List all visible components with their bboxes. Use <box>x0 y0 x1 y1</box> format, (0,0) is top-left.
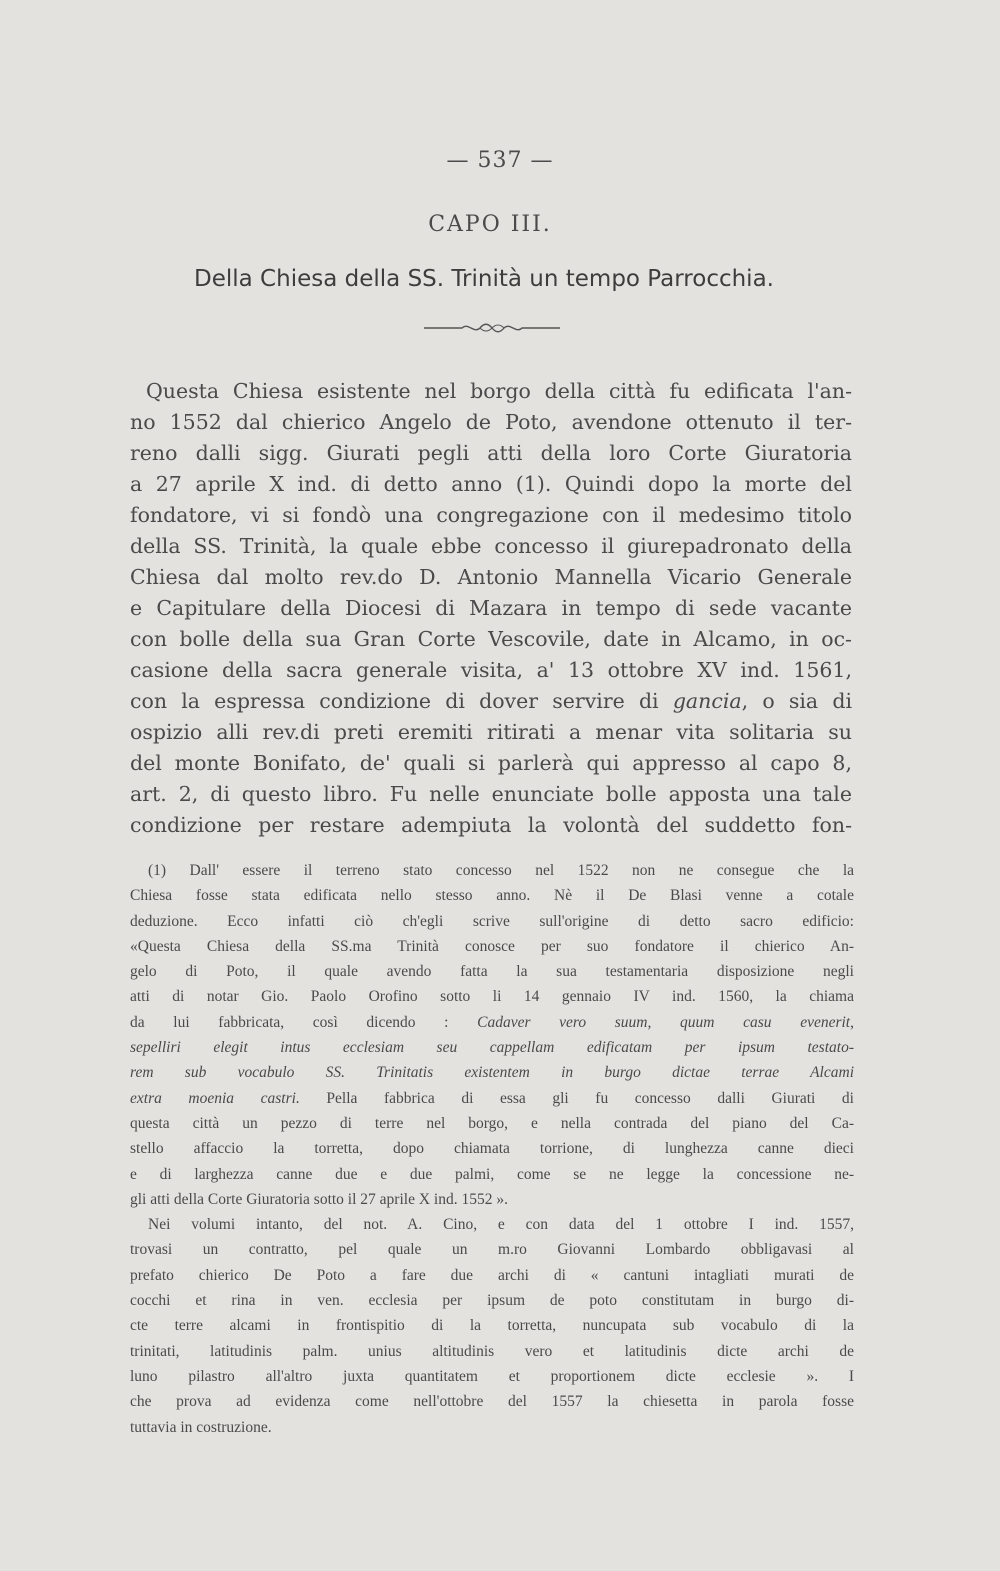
italic-word: gancia <box>672 689 742 713</box>
footnote-line-italic <box>130 1035 854 1060</box>
footnote-line: «Questa Chiesa della SS.ma Trinità conosce per suo fondatore il chierico An- <box>130 937 854 955</box>
footnote-line: prefato chierico De Poto a fare due archi di « cantuni intagliati murati de <box>130 1266 854 1284</box>
text-segment: da lui fabbricata, così dicendo : <box>130 1013 478 1031</box>
text-line: ospizio alli rev.di preti eremiti ritirati a menar vita solitaria su <box>130 720 852 744</box>
footnote-line: stello affaccio la torretta, dopo chiamata torrione, di lunghezza canne dieci <box>130 1140 854 1158</box>
text-line: Questa Chiesa esistente nel borgo della città fu edificata l'an- <box>146 379 852 403</box>
footnote-line: gli atti della Corte Giuratoria sotto il 27 aprile X ind. 1552 ». <box>130 1190 508 1208</box>
main-text <box>130 376 852 841</box>
text-segment: Pella fabbrica di essa gli fu concesso dalli Giurati di <box>299 1089 854 1107</box>
text-line: e Capitulare della Diocesi di Mazara in tempo di sede vacante <box>130 596 852 620</box>
footnote-line: atti di notar Gio. Paolo Orofino sotto li 14 gennaio IV ind. 1560, la chiama <box>130 988 854 1006</box>
latin-quote: extra moenia castri. <box>130 1089 300 1107</box>
footnote-line: tuttavia in costruzione. <box>130 1418 272 1436</box>
text-segment: , <box>850 1013 854 1031</box>
chapter-title: Della Chiesa della SS. Trinità un tempo Parrocchia. <box>194 266 774 292</box>
footnote-line: che prova ad evidenza come nell'ottobre del 1557 la chiesetta in parola fosse <box>130 1393 854 1411</box>
text-line: condizione per restare adempiuta la volontà del suddetto fon- <box>130 813 852 837</box>
footnote-line: questa città un pezzo di terre nel borgo, e nella contrada del piano del Ca- <box>130 1114 854 1132</box>
chapter-heading: CAPO III. <box>428 212 552 237</box>
footnote-line-italic <box>130 1060 854 1085</box>
latin-quote: rem sub vocabulo SS. Trinitatis existentem in burgo dictae terrae Alcami <box>130 1064 854 1082</box>
text-line: casione della sacra generale visita, a' 13 ottobre XV ind. 1561, <box>130 658 852 682</box>
text-line: della SS. Trinità, la quale ebbe concesso il giurepadronato della <box>130 534 852 558</box>
footnote-line: cte terre alcami in frontispitio di la torretta, nuncupata sub vocabulo di la <box>130 1317 854 1335</box>
footnote-line: e di larghezza canne due e due palmi, come se ne legge la concessione ne- <box>130 1165 854 1183</box>
footnote-line: trovasi un contratto, pel quale un m.ro Giovanni Lombardo obbligavasi al <box>130 1241 854 1259</box>
text-segment: , o sia di <box>741 689 852 713</box>
text-line: con bolle della sua Gran Corte Vescovile, date in Alcamo, in oc- <box>130 627 852 651</box>
footnote-line: Nei volumi intanto, del not. A. Cino, e con data del 1 ottobre I ind. 1557, <box>148 1216 854 1234</box>
footnote-line-mixed <box>130 1010 854 1035</box>
footnote-line: cocchi et rina in ven. ecclesia per ipsum de poto constitutam in burgo di- <box>130 1292 854 1310</box>
text-line: Chiesa dal molto rev.do D. Antonio Mannella Vicario Generale <box>130 565 852 589</box>
footnote-line: Chiesa fosse stata edificata nello stesso anno. Nè il De Blasi venne a cotale <box>130 887 854 905</box>
footnote-line: luno pilastro all'altro juxta quantitatem et proportionem dicte ecclesie ». I <box>130 1367 854 1385</box>
latin-quote: Cadaver vero suum, quum casu evenerit <box>477 1013 851 1031</box>
text-line: fondatore, vi si fondò una congregazione con il medesimo titolo <box>130 503 852 527</box>
footnote-line: (1) Dall' essere il terreno stato concesso nel 1522 non ne consegue che la <box>148 862 854 879</box>
page-number: — 537 — <box>446 148 554 173</box>
footnote-line: gelo di Poto, il quale avendo fatta la sua testamentaria disposizione negli <box>130 963 854 981</box>
ornament-divider-icon <box>422 318 562 338</box>
text-line-mixed <box>130 686 852 717</box>
text-segment: con la espressa condizione di dover servire di <box>130 689 659 713</box>
text-line: a 27 aprile X ind. di detto anno (1). Quindi dopo la morte del <box>130 472 852 496</box>
latin-quote: sepelliri elegit intus ecclesiam seu cappellam edificatam per ipsum testato- <box>130 1039 854 1057</box>
text-line: no 1552 dal chierico Angelo de Poto, avendone ottenuto il ter- <box>130 410 852 434</box>
text-line: reno dalli sigg. Giurati pegli atti della loro Corte Giuratoria <box>130 441 852 465</box>
footnote-line: trinitati, latitudinis palm. unius altitudinis vero et latitudinis dicte archi de <box>130 1342 854 1360</box>
footnote <box>130 858 854 1440</box>
footnote-line-mixed <box>130 1086 854 1111</box>
footnote-line: deduzione. Ecco infatti ciò ch'egli scrive sull'origine di detto sacro edificio: <box>130 912 854 930</box>
text-line: del monte Bonifato, de' quali si parlerà qui appresso al capo 8, <box>130 751 852 775</box>
text-line: art. 2, di questo libro. Fu nelle enunciate bolle apposta una tale <box>130 782 852 806</box>
